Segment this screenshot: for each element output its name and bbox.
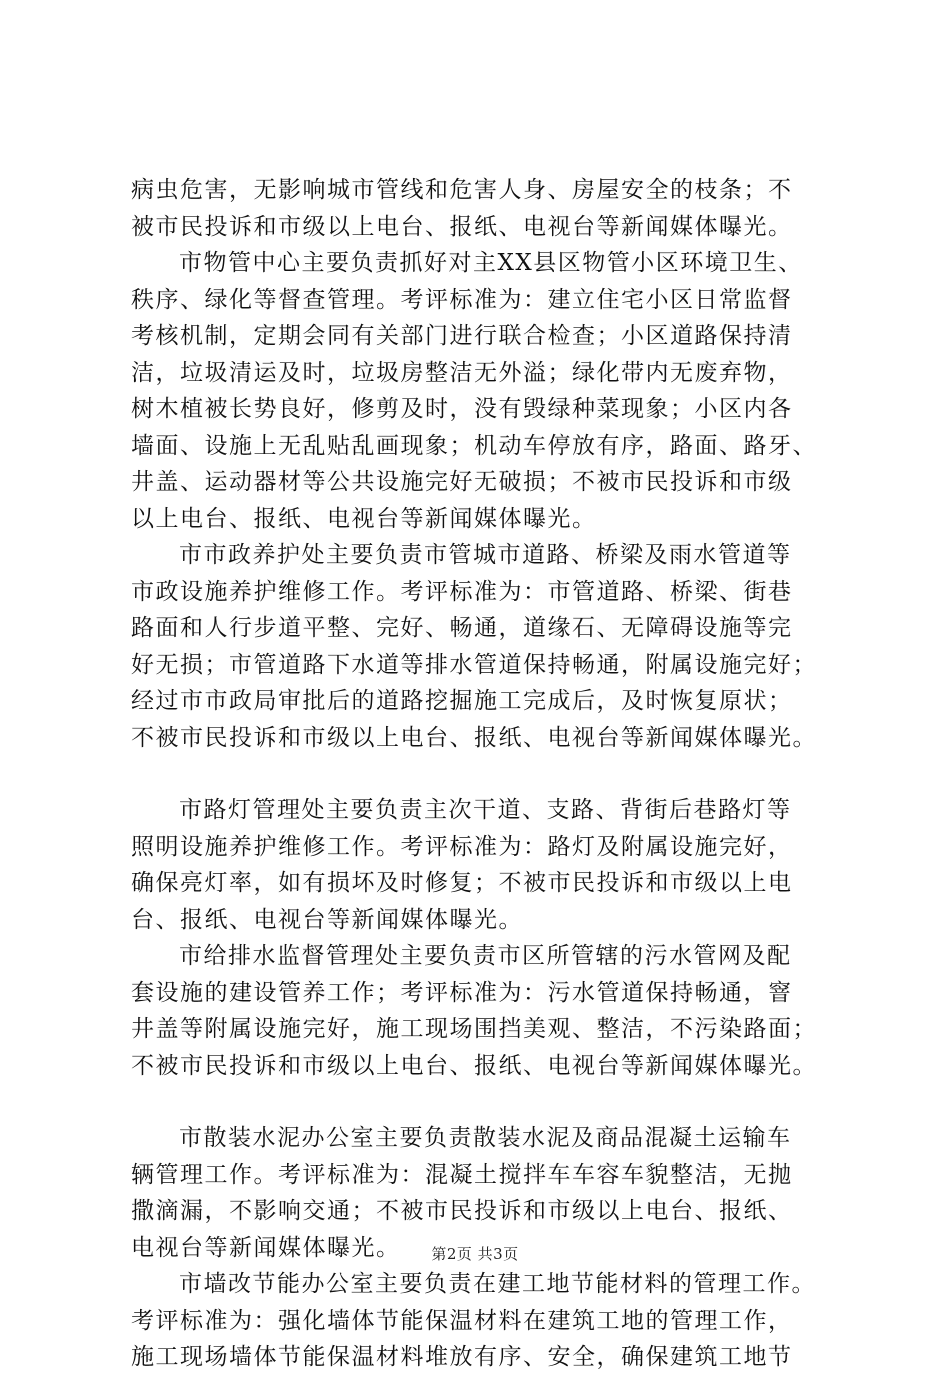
paragraph [131,172,851,245]
paragraph [131,938,851,1084]
paragraph [131,1266,851,1376]
text-line: 市给排水监督管理处主要负责市区所管辖的污水管网及配 [179,943,792,969]
document-body [131,172,851,1376]
text-line: 市政设施养护维修工作。考评标准为：市管道路、桥梁、街巷 [131,578,793,605]
text-line: 市墙改节能办公室主要负责在建工地节能材料的管理工作。 [179,1271,816,1297]
paragraph [131,792,851,938]
text-line: 照明设施养护维修工作。考评标准为：路灯及附属设施完好， [131,833,793,860]
text-line: 不被市民投诉和市级以上电台、报纸、电视台等新闻媒体曝光。 [131,1052,817,1079]
text-line: 电视台等新闻媒体曝光。 [131,1234,401,1261]
text-line: 墙面、设施上无乱贴乱画现象；机动车停放有序，路面、路牙、 [131,432,817,459]
paragraph [131,245,851,537]
text-line: 好无损；市管道路下水道等排水管道保持畅通，附属设施完好； [131,651,817,678]
text-line: 树木植被长势良好，修剪及时，没有毁绿种菜现象；小区内各 [131,396,793,422]
text-line: 井盖、运动器材等公共设施完好无破损；不被市民投诉和市级 [131,469,793,495]
text-line: 病虫危害，无影响城市管线和危害人身、房屋安全的枝条；不 [131,177,793,203]
text-line: 市路灯管理处主要负责主次干道、支路、背街后巷路灯等 [179,797,792,823]
text-line: 考评标准为：强化墙体节能保温材料在建筑工地的管理工作， [131,1307,793,1334]
text-line: 套设施的建设管养工作；考评标准为：污水管道保持畅通，窨 [131,979,793,1006]
text-line: 不被市民投诉和市级以上电台、报纸、电视台等新闻媒体曝光。 [131,724,817,751]
text-line: 台、报纸、电视台等新闻媒体曝光。 [131,906,523,933]
text-line: 市物管中心主要负责抓好对主XX县区物管小区环境卫生、 [179,250,803,276]
text-line: 市市政养护处主要负责市管城市道路、桥梁及雨水管道等 [179,542,792,568]
text-line: 市散装水泥办公室主要负责散装水泥及商品混凝土运输车 [179,1125,792,1151]
text-line: 经过市市政局审批后的道路挖掘施工完成后，及时恢复原状； [131,688,793,714]
text-line: 以上电台、报纸、电视台等新闻媒体曝光。 [131,505,597,532]
text-line: 路面和人行步道平整、完好、畅通，道缘石、无障碍设施等完 [131,615,793,641]
text-line: 施工现场墙体节能保温材料堆放有序、安全，确保建筑工地节 [131,1344,793,1370]
text-line: 秩序、绿化等督查管理。考评标准为：建立住宅小区日常监督 [131,286,793,313]
page-number-footer: 第2页 共3页 [431,1245,519,1263]
text-line: 井盖等附属设施完好，施工现场围挡美观、整洁，不污染路面； [131,1016,817,1042]
paragraph-spacer [131,1084,851,1120]
text-line: 撒滴漏，不影响交通；不被市民投诉和市级以上电台、报纸、 [131,1198,793,1224]
text-line: 辆管理工作。考评标准为：混凝土搅拌车车容车貌整洁，无抛 [131,1161,793,1188]
paragraph-spacer [131,756,851,792]
text-line: 确保亮灯率，如有损坏及时修复；不被市民投诉和市级以上电 [131,870,793,896]
text-line: 被市民投诉和市级以上电台、报纸、电视台等新闻媒体曝光。 [131,213,793,240]
text-line: 考核机制，定期会同有关部门进行联合检查；小区道路保持清 [131,323,793,349]
text-line: 洁，垃圾清运及时，垃圾房整洁无外溢；绿化带内无废弃物， [131,359,793,386]
paragraph [131,537,851,756]
